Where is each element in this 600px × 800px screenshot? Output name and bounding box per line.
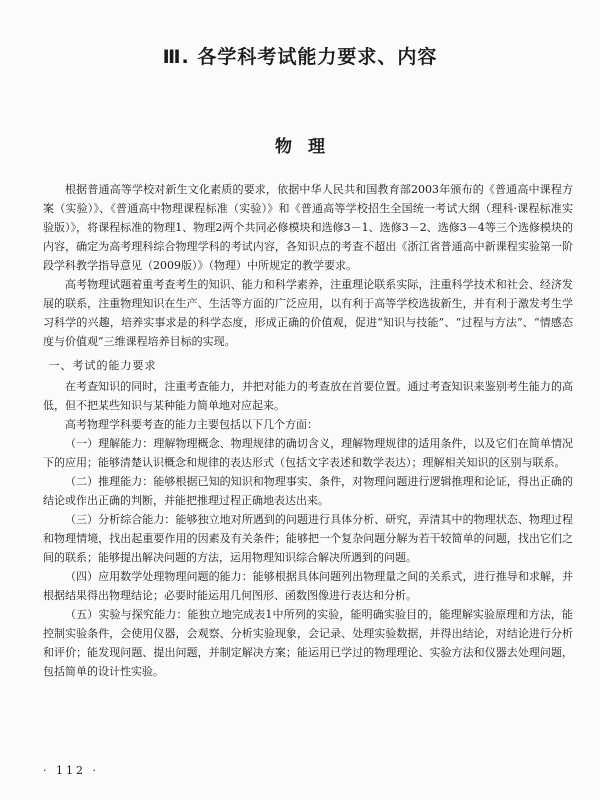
paragraph-intro-2: 高考物理试题着重考查考生的知识、能力和科学素养，注重理论联系实际，注重科学技术和社会、经济发展的联系，注重物理知识在生产、生活等方面的广泛应用，以有利于高等学校选拔新生，并有利于激发考生学习科学的兴趣，培养实事求是的科学态度，形成正确的价值观，促进“知识与技能”、“过程与方法”、“情感态度与价值观”三维课程培养目标的实现。 <box>43 278 573 348</box>
section-title: Ⅲ. 各学科考试能力要求、内容 <box>162 46 438 68</box>
paragraph-ability-2: 高考物理学科要考查的能力主要包括以下几个方面： <box>65 418 318 431</box>
body-text <box>43 180 573 681</box>
paragraph-item-math: （四）应用数学处理物理问题的能力：能够根据具体问题列出物理量之间的关系式，进行推导和求解，并根据结果得出物理结论；必要时能运用几何图形、函数图像进行表达和分析。 <box>43 570 573 602</box>
paragraph-item-reasoning: （二）推理能力：能够根据已知的知识和物理事实、条件，对物理问题进行逻辑推理和论证，得出正确的结论或作出正确的判断，并能把推理过程正确地表达出来。 <box>43 475 573 507</box>
subject-title: 物理 <box>275 137 341 157</box>
page-number: · 112 · <box>43 764 99 777</box>
paragraph-intro-1: 根据普通高等学校对新生文化素质的要求，依据中华人民共和国教育部2003年颁布的《普通高中课程方案（实验）》、《普通高中物理课程标准（实验）》和《普通高等学校招生全国统一考试大纲（理科·课程标准实验版）》，将课程标准的物理1、物理2两个共同必修模块和选修3－1、选修3－2、选修3－4等三个选修模块的内容，确定为高考理科综合物理学科的考试内容，各知识点的考查不超出《浙江省普通高中新课程实验第一阶段学科教学指导意见（2009版）》（物理）中所规定的教学要求。 <box>43 183 573 272</box>
paragraph-item-understanding: （一）理解能力：理解物理概念、物理规律的确切含义，理解物理规律的适用条件，以及它们在简单情况下的应用；能够清楚认识概念和规律的表达形式（包括文字表述和数学表达）；理解相关知识的区别与联系。 <box>43 437 573 469</box>
heading-ability-requirements: 一、考试的能力要求 <box>48 359 157 372</box>
paragraph-item-experiment: （五）实验与探究能力：能独立地完成表1中所列的实验，能明确实验目的，能理解实验原理和方法，能控制实验条件，会使用仪器，会观察、分析实验现象，会记录、处理实验数据，并得出结论，对结论进行分析和评价；能发现问题、提出问题，并制定解决方案；能运用已学过的物理理论、实验方法和仪器去处理问题，包括简单的设计性实验。 <box>43 608 573 678</box>
paragraph-ability-1: 在考查知识的同时，注重考查能力，并把对能力的考查放在首要位置。通过考查知识来鉴别考生能力的高低，但不把某些知识与某种能力简单地对应起来。 <box>43 380 573 412</box>
paragraph-item-analysis: （三）分析综合能力：能够独立地对所遇到的问题进行具体分析、研究，弄清其中的物理状态、物理过程和物理情境，找出起重要作用的因素及有关条件；能够把一个复杂问题分解为若干较简单的问题，找出它们之间的联系；能够提出解决问题的方法，运用物理知识综合解决所遇到的问题。 <box>43 513 573 564</box>
